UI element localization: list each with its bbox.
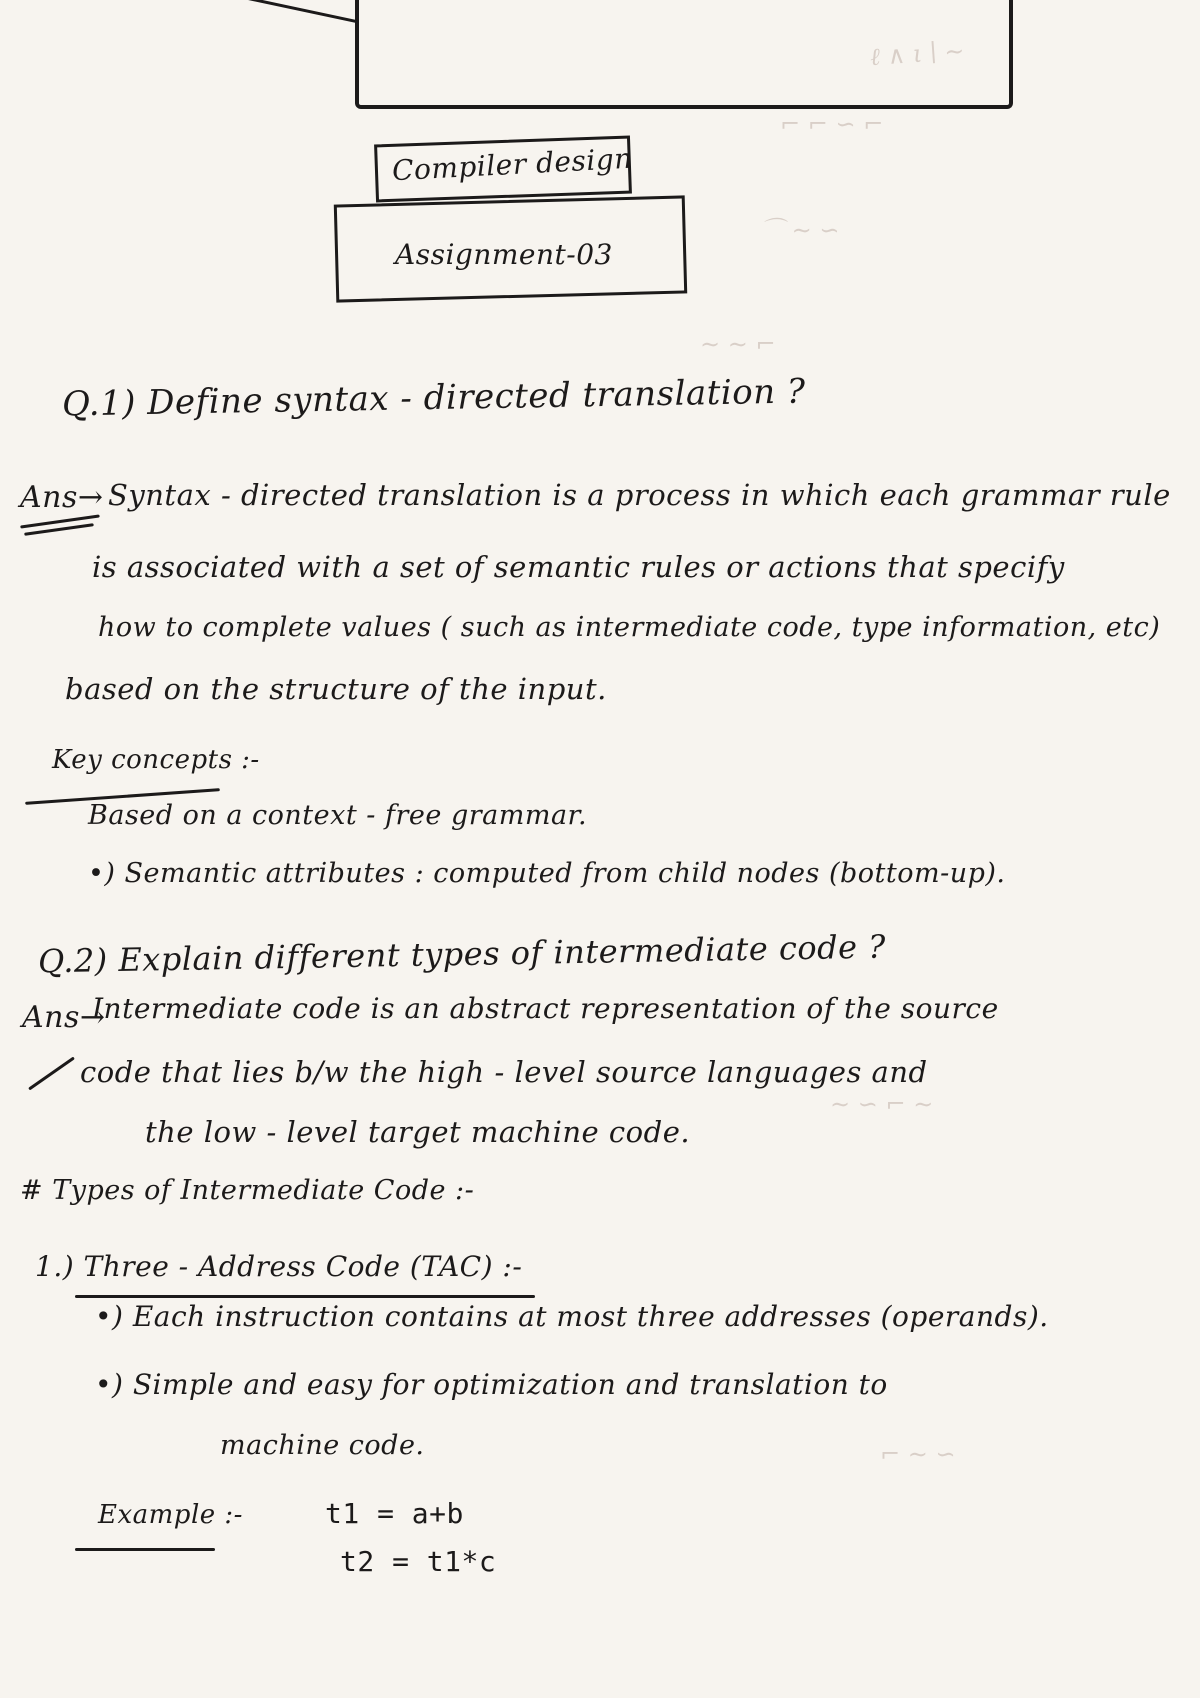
answer-1-label: Ans→ <box>20 480 104 515</box>
course-title: Compiler design <box>391 141 634 188</box>
example-underline <box>75 1548 215 1551</box>
answer-1-line-4: based on the structure of the input. <box>65 672 607 706</box>
types-heading: # Types of Intermediate Code :- <box>20 1175 475 1206</box>
answer-2-line-3: the low - level target machine code. <box>145 1115 691 1149</box>
key-concepts-heading: Key concepts :- <box>52 745 260 775</box>
example-label: Example :- <box>98 1500 243 1530</box>
header-box-tail <box>241 0 359 23</box>
answer-2-label: Ans→ <box>22 1000 106 1035</box>
answer-1-line-2: is associated with a set of semantic rules or actions that specify <box>92 550 1065 584</box>
bleed-through-text: ⌒ ∼ ∽ <box>760 216 840 244</box>
tac-bullet-2-text: Simple and easy for optimization and translation to <box>132 1368 888 1401</box>
key-concept-bullet-2-text: Semantic attributes : computed from child nodes (bottom-up). <box>124 858 1006 889</box>
tac-bullet-2: •) Simple and easy for optimization and translation to <box>95 1368 888 1401</box>
answer-2-underline <box>28 1056 75 1090</box>
answer-1-line-1: Syntax - directed translation is a process in which each grammar rule <box>108 478 1171 512</box>
key-concept-bullet-2: •) Semantic attributes : computed from child nodes (bottom-up). <box>88 858 1006 889</box>
question-2: Q.2) Explain different types of intermediate code ? <box>37 927 887 981</box>
bleed-through-text: ∼ ∽ ⌐ ∼ <box>830 1090 934 1118</box>
answer-1-line-3: how to complete values ( such as intermediate code, type information, etc) <box>98 612 1161 643</box>
assignment-title: Assignment-03 <box>395 238 613 271</box>
key-concept-bullet-1: Based on a context - free grammar. <box>88 800 588 831</box>
question-1: Q.1) Define syntax - directed translation ? <box>61 371 806 425</box>
tac-heading: 1.) Three - Address Code (TAC) :- <box>35 1250 523 1283</box>
example-line-2: t2 = t1*c <box>340 1545 497 1578</box>
bleed-through-text: ℓ ∧ ι ∣ ∼ <box>869 36 966 72</box>
answer-2-line-2: code that lies b/w the high - level source languages and <box>80 1055 928 1089</box>
tac-underline <box>75 1295 535 1298</box>
tac-bullet-2-continued: machine code. <box>220 1430 425 1461</box>
answer-2-line-1: Intermediate code is an abstract representation of the source <box>92 992 999 1025</box>
bleed-through-text: ⌐ ⌐ ∽ ⌐ <box>780 110 884 138</box>
bleed-through-text: ⌐ ∼ ∽ <box>880 1440 956 1468</box>
example-line-1: t1 = a+b <box>325 1497 464 1530</box>
bleed-through-text: ∼ ∼ ⌐ <box>700 330 776 358</box>
tac-bullet-1-text: Each instruction contains at most three addresses (operands). <box>132 1300 1049 1333</box>
tac-bullet-1: •) Each instruction contains at most three addresses (operands). <box>95 1300 1049 1333</box>
header-empty-box <box>355 0 1013 109</box>
